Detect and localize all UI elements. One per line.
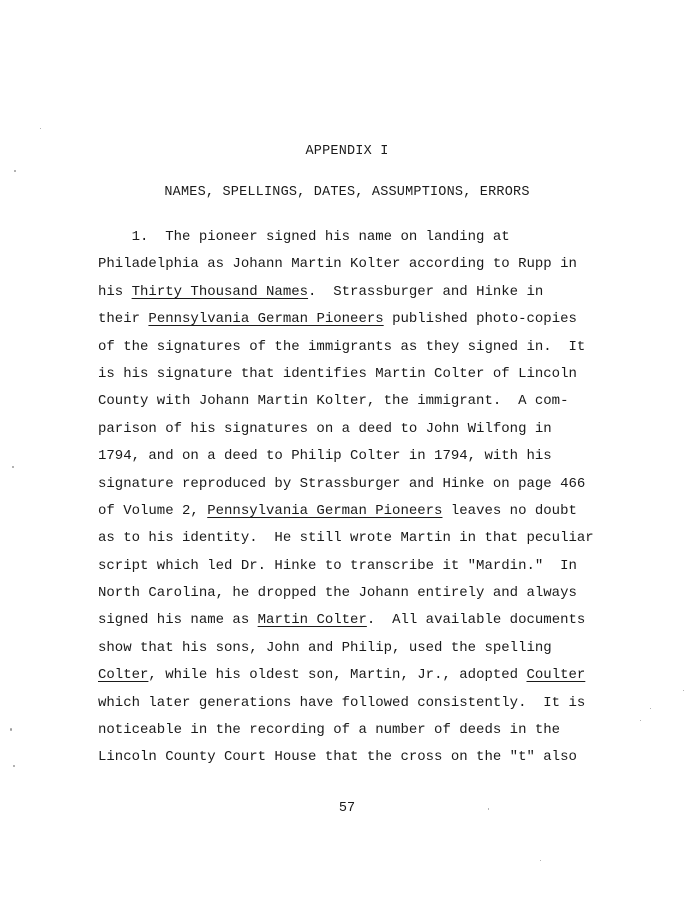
text-line	[98, 690, 598, 717]
underlined-title: Colter	[98, 667, 149, 684]
text-line	[98, 361, 598, 388]
text-line	[98, 471, 598, 498]
text-line	[98, 525, 598, 552]
underlined-title: Martin Colter	[257, 612, 367, 629]
text-run: signed his name as	[98, 612, 258, 629]
text-run: which later generations have followed consistently. It is	[98, 694, 586, 711]
underlined-title: Coulter	[526, 667, 586, 684]
text-run: leaves no doubt	[442, 502, 577, 519]
scan-speck	[10, 728, 12, 731]
text-run: their	[98, 311, 149, 328]
text-run: noticeable in the recording of a number of deeds in the	[98, 722, 561, 739]
text-run: Philadelphia as Johann Martin Kolter according to Rupp in	[98, 256, 577, 273]
text-line	[98, 306, 598, 333]
text-run: North Carolina, he dropped the Johann entirely and always	[98, 585, 577, 602]
text-line	[98, 224, 598, 251]
text-line	[98, 607, 598, 634]
text-run: as to his identity. He still wrote Martin in that peculiar	[98, 530, 594, 547]
text-run: . Strassburger and Hinke in	[308, 283, 544, 300]
text-line	[98, 334, 598, 361]
text-run: parison of his signatures on a deed to John Wilfong in	[98, 420, 552, 437]
underlined-title: Pennsylvania German Pioneers	[148, 311, 384, 328]
text-run: signature reproduced by Strassburger and Hinke on page 466	[98, 475, 586, 492]
text-line	[98, 580, 598, 607]
text-line	[98, 744, 598, 771]
scan-speck	[540, 860, 541, 861]
scan-speck	[13, 765, 15, 767]
appendix-heading: APPENDIX I	[305, 144, 389, 159]
text-line	[98, 279, 598, 306]
text-run: show that his sons, John and Philip, used the spelling	[98, 639, 552, 656]
scan-speck	[650, 708, 651, 709]
scan-speck	[12, 466, 14, 468]
section-subheading: NAMES, SPELLINGS, DATES, ASSUMPTIONS, ERRORS	[164, 185, 530, 200]
underlined-title: Thirty Thousand Names	[131, 283, 309, 300]
scan-speck	[14, 170, 16, 172]
text-line	[98, 443, 598, 470]
text-run: County with Johann Martin Kolter, the immigrant. A com-	[98, 393, 569, 410]
text-line	[98, 553, 598, 580]
underlined-title: Pennsylvania German Pioneers	[207, 502, 443, 519]
page-number: 57	[338, 801, 356, 816]
text-run: 1794, and on a deed to Philip Colter in 1794, with his	[98, 448, 552, 465]
text-run: . All available documents	[366, 612, 586, 629]
scan-speck	[683, 690, 684, 691]
scan-speck	[640, 720, 641, 721]
text-run: Lincoln County Court House that the cross on the "t" also	[98, 749, 577, 766]
text-run: , while his oldest son, Martin, Jr., adopted	[148, 667, 527, 684]
text-run: is his signature that identifies Martin Colter of Lincoln	[98, 365, 577, 382]
text-run: published photo-copies	[383, 311, 577, 328]
text-line	[98, 388, 598, 415]
text-run: script which led Dr. Hinke to transcribe it "Mardin." In	[98, 557, 577, 574]
scan-speck	[40, 128, 41, 129]
text-line	[98, 717, 598, 744]
text-line	[98, 635, 598, 662]
text-run: of Volume 2,	[98, 502, 208, 519]
text-run: of the signatures of the immigrants as they signed in. It	[98, 338, 586, 355]
text-line	[98, 662, 598, 689]
text-run: his	[98, 283, 132, 300]
text-line	[98, 251, 598, 278]
text-run: 1. The pioneer signed his name on landing at	[98, 229, 510, 245]
text-line	[98, 416, 598, 443]
scan-speck	[488, 808, 489, 810]
body-paragraph	[98, 224, 598, 772]
text-line	[98, 498, 598, 525]
